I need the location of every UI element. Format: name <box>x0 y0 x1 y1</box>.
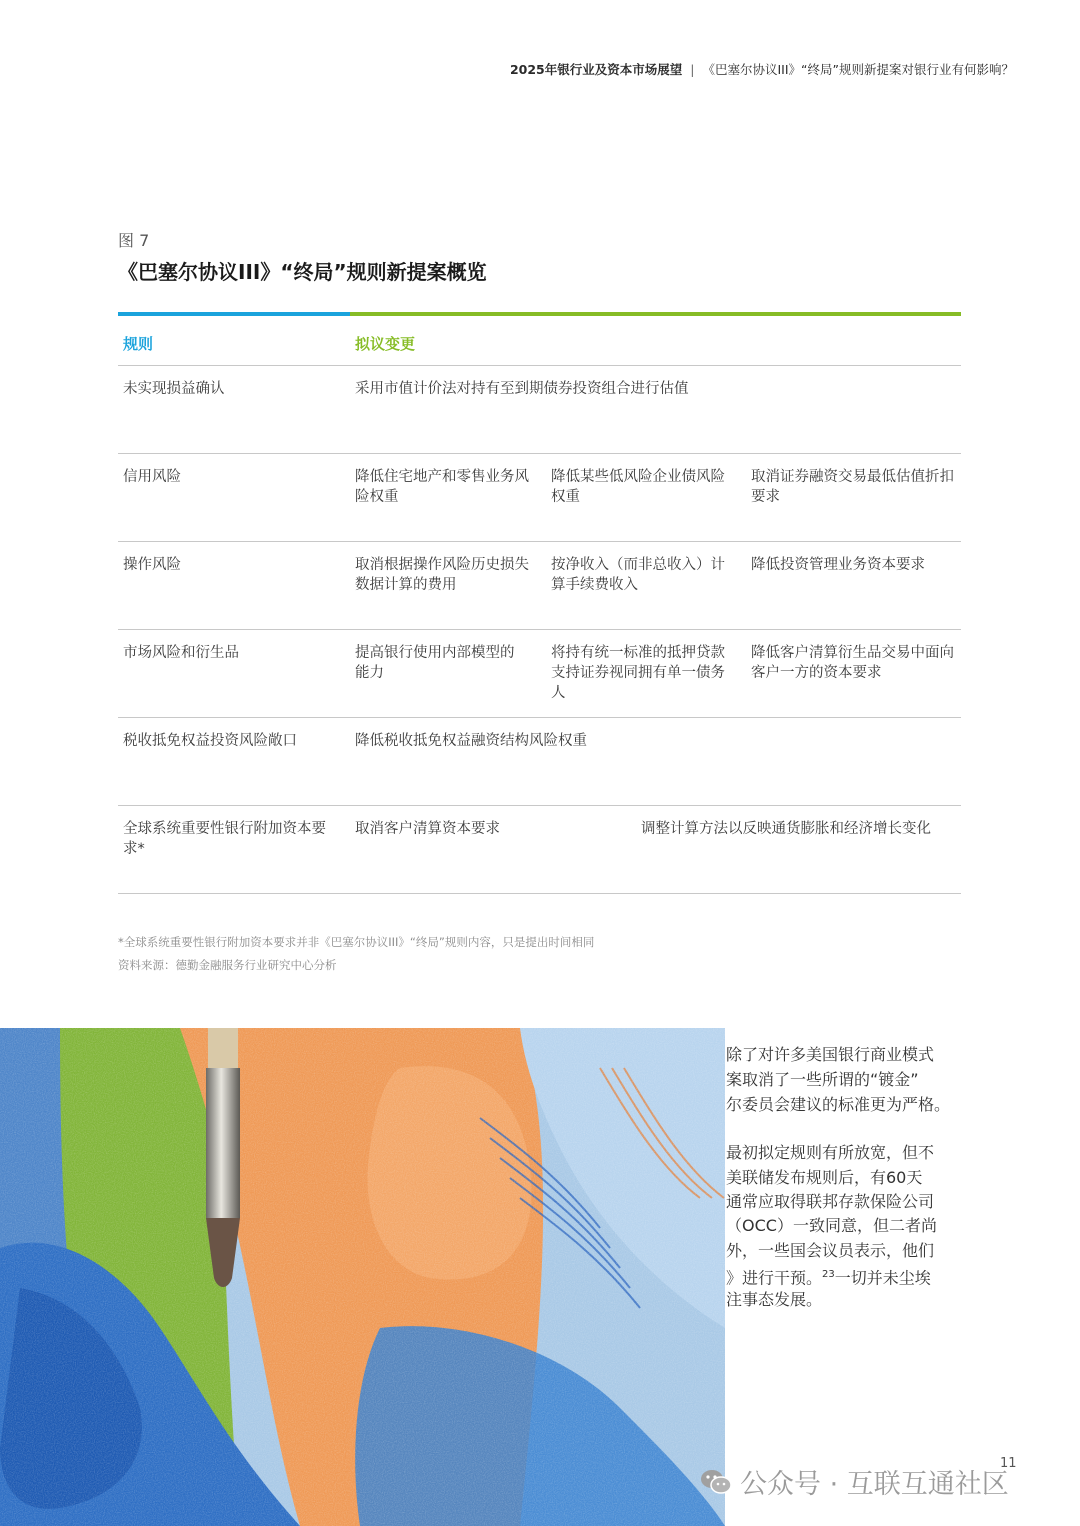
body-text-line <box>726 1263 931 1291</box>
table-divider <box>118 629 961 630</box>
body-text-line: 最初拟定规则有所放宽，但不 <box>726 1143 935 1162</box>
header-bar-green <box>350 312 961 316</box>
table-divider <box>118 541 961 542</box>
row-rule: 未实现损益确认 <box>123 381 225 397</box>
page-number: 11 <box>1000 1456 1017 1471</box>
row-change: 降低住宅地产和零售业务风险权重 <box>355 469 529 505</box>
row-change: 取消客户清算资本要求 <box>355 821 500 837</box>
table-footnote: *全球系统重要性银行附加资本要求并非《巴塞尔协议III》“终局”规则内容，只是提出时间相同 <box>118 935 595 949</box>
body-text-fragment: 一切并未尘埃 <box>834 1268 931 1288</box>
watermark <box>700 1462 1009 1501</box>
article-title: 《巴塞尔协议III》“终局”规则新提案对银行业有何影响？ <box>702 62 1014 77</box>
body-text-line: （OCC）一致同意，但二者尚 <box>726 1216 937 1235</box>
row-rule: 全球系统重要性银行附加资本要求* <box>123 821 326 857</box>
body-text-line: 外，一些国会议员表示，他们 <box>726 1241 935 1260</box>
running-header <box>510 60 1014 78</box>
row-change: 将持有统一标准的抵押贷款支持证券视同拥有单一债务人 <box>551 645 725 701</box>
row-change: 降低某些低风险企业债风险权重 <box>551 469 725 505</box>
row-change: 按净收入（而非总收入）计算手续费收入 <box>551 557 725 593</box>
row-rule: 操作风险 <box>123 557 181 573</box>
decorative-painting-image <box>0 1028 725 1526</box>
table-divider <box>118 893 961 894</box>
body-text-line: 注事态发展。 <box>726 1290 823 1309</box>
body-text-line: 案取消了一些所谓的“镀金” <box>726 1070 919 1089</box>
body-text-line: 尔委员会建议的标准更为严格。 <box>726 1095 951 1114</box>
report-title: 2025年银行业及资本市场展望 <box>509 62 683 77</box>
row-change: 降低客户清算衍生品交易中面向客户一方的资本要求 <box>751 645 954 681</box>
figure-label: 图 7 <box>118 231 150 250</box>
header-separator: | <box>690 62 695 77</box>
row-change: 调整计算方法以反映通货膨胀和经济增长变化 <box>641 821 931 837</box>
painting-artwork <box>0 1028 725 1526</box>
header-bar-blue <box>118 312 350 316</box>
row-rule: 税收抵免权益投资风险敞口 <box>123 733 297 749</box>
row-change: 降低投资管理业务资本要求 <box>751 557 925 573</box>
watermark-text: 公众号 · 互联互通社区 <box>740 1469 1009 1500</box>
table-divider <box>118 805 961 806</box>
wechat-icon <box>700 1468 732 1496</box>
column-header-rule: 规则 <box>123 335 154 353</box>
source-note: 资料来源：德勤金融服务行业研究中心分析 <box>118 958 337 972</box>
body-text-line: 美联储发布规则后，有60天 <box>726 1168 923 1187</box>
table-divider <box>118 365 961 366</box>
row-change: 取消根据操作风险历史损失数据计算的费用 <box>355 557 529 593</box>
footnote-ref: 23 <box>822 1269 835 1280</box>
figure-title: 《巴塞尔协议III》“终局”规则新提案概览 <box>118 260 487 284</box>
body-text-line: 除了对许多美国银行商业模式 <box>726 1045 935 1064</box>
row-rule: 信用风险 <box>123 469 181 485</box>
body-text-fragment: 》进行干预。 <box>726 1268 823 1288</box>
row-change: 降低税收抵免权益融资结构风险权重 <box>355 733 587 749</box>
row-change: 采用市值计价法对持有至到期债券投资组合进行估值 <box>355 381 689 397</box>
row-change: 取消证券融资交易最低估值折扣要求 <box>751 469 954 505</box>
table-divider <box>118 453 961 454</box>
body-text-line: 通常应取得联邦存款保险公司 <box>726 1192 935 1211</box>
table-divider <box>118 717 961 718</box>
row-rule: 市场风险和衍生品 <box>123 645 239 661</box>
row-change: 提高银行使用内部模型的能力 <box>355 645 515 681</box>
column-header-change: 拟议变更 <box>355 335 416 353</box>
